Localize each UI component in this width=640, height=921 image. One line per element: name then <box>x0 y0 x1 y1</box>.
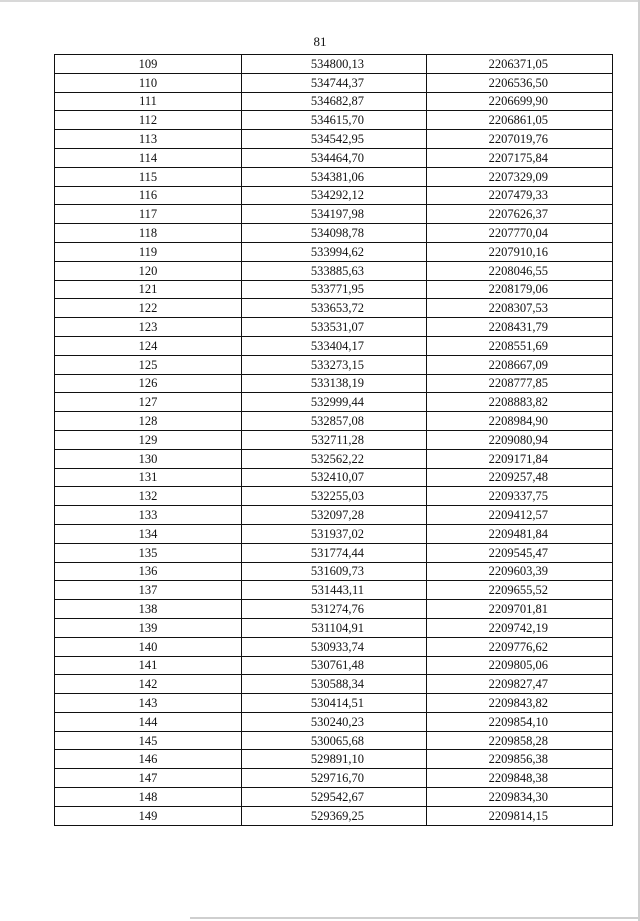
x-coordinate-cell: 531443,11 <box>242 581 427 600</box>
point-number-cell: 136 <box>55 562 242 581</box>
point-number-cell: 110 <box>55 73 242 92</box>
table-row <box>55 581 613 600</box>
x-coordinate-cell: 531104,91 <box>242 618 427 637</box>
x-coordinate-cell: 534615,70 <box>242 111 427 130</box>
y-coordinate-cell: 2208046,55 <box>427 261 613 280</box>
x-coordinate-cell: 532857,08 <box>242 412 427 431</box>
point-number-cell: 147 <box>55 769 242 788</box>
x-coordinate-cell: 531609,73 <box>242 562 427 581</box>
y-coordinate-cell: 2209827,47 <box>427 675 613 694</box>
y-coordinate-cell: 2209171,84 <box>427 449 613 468</box>
x-coordinate-cell: 532410,07 <box>242 468 427 487</box>
point-number-cell: 149 <box>55 806 242 825</box>
y-coordinate-cell: 2209805,06 <box>427 656 613 675</box>
table-row <box>55 205 613 224</box>
table-row <box>55 788 613 807</box>
x-coordinate-cell: 532711,28 <box>242 430 427 449</box>
table-row <box>55 130 613 149</box>
y-coordinate-cell: 2209858,28 <box>427 731 613 750</box>
table-row <box>55 731 613 750</box>
x-coordinate-cell: 532255,03 <box>242 487 427 506</box>
table-row <box>55 524 613 543</box>
table-row <box>55 637 613 656</box>
y-coordinate-cell: 2208431,79 <box>427 318 613 337</box>
table-row <box>55 261 613 280</box>
x-coordinate-cell: 531774,44 <box>242 543 427 562</box>
x-coordinate-cell: 533771,95 <box>242 280 427 299</box>
point-number-cell: 124 <box>55 336 242 355</box>
x-coordinate-cell: 529891,10 <box>242 750 427 769</box>
y-coordinate-cell: 2209603,39 <box>427 562 613 581</box>
x-coordinate-cell: 533885,63 <box>242 261 427 280</box>
y-coordinate-cell: 2209337,75 <box>427 487 613 506</box>
table-row <box>55 694 613 713</box>
table-row <box>55 336 613 355</box>
x-coordinate-cell: 534744,37 <box>242 73 427 92</box>
y-coordinate-cell: 2206371,05 <box>427 55 613 74</box>
y-coordinate-cell: 2208667,09 <box>427 355 613 374</box>
table-row <box>55 618 613 637</box>
y-coordinate-cell: 2209545,47 <box>427 543 613 562</box>
point-number-cell: 135 <box>55 543 242 562</box>
point-number-cell: 141 <box>55 656 242 675</box>
point-number-cell: 133 <box>55 506 242 525</box>
table-row <box>55 186 613 205</box>
point-number-cell: 120 <box>55 261 242 280</box>
y-coordinate-cell: 2208777,85 <box>427 374 613 393</box>
table-row <box>55 393 613 412</box>
x-coordinate-cell: 533273,15 <box>242 355 427 374</box>
point-number-cell: 114 <box>55 148 242 167</box>
table-row <box>55 543 613 562</box>
table-row <box>55 806 613 825</box>
table-row <box>55 299 613 318</box>
table-row <box>55 675 613 694</box>
table-row <box>55 449 613 468</box>
x-coordinate-cell: 534800,13 <box>242 55 427 74</box>
x-coordinate-cell: 530414,51 <box>242 694 427 713</box>
point-number-cell: 111 <box>55 92 242 111</box>
x-coordinate-cell: 534542,95 <box>242 130 427 149</box>
table-row <box>55 656 613 675</box>
x-coordinate-cell: 530933,74 <box>242 637 427 656</box>
table-row <box>55 242 613 261</box>
x-coordinate-cell: 534098,78 <box>242 224 427 243</box>
table-row <box>55 506 613 525</box>
table-row <box>55 374 613 393</box>
table-row <box>55 769 613 788</box>
point-number-cell: 109 <box>55 55 242 74</box>
y-coordinate-cell: 2207626,37 <box>427 205 613 224</box>
y-coordinate-cell: 2207479,33 <box>427 186 613 205</box>
point-number-cell: 121 <box>55 280 242 299</box>
y-coordinate-cell: 2209701,81 <box>427 600 613 619</box>
coordinates-table <box>54 54 613 826</box>
y-coordinate-cell: 2208551,69 <box>427 336 613 355</box>
table-row <box>55 167 613 186</box>
point-number-cell: 112 <box>55 111 242 130</box>
x-coordinate-cell: 529716,70 <box>242 769 427 788</box>
x-coordinate-cell: 534381,06 <box>242 167 427 186</box>
y-coordinate-cell: 2209843,82 <box>427 694 613 713</box>
y-coordinate-cell: 2207329,09 <box>427 167 613 186</box>
x-coordinate-cell: 534292,12 <box>242 186 427 205</box>
table-row <box>55 430 613 449</box>
point-number-cell: 144 <box>55 712 242 731</box>
table-row <box>55 73 613 92</box>
point-number-cell: 139 <box>55 618 242 637</box>
table-row <box>55 750 613 769</box>
y-coordinate-cell: 2206536,50 <box>427 73 613 92</box>
y-coordinate-cell: 2209814,15 <box>427 806 613 825</box>
y-coordinate-cell: 2207910,16 <box>427 242 613 261</box>
y-coordinate-cell: 2209854,10 <box>427 712 613 731</box>
point-number-cell: 116 <box>55 186 242 205</box>
point-number-cell: 145 <box>55 731 242 750</box>
x-coordinate-cell: 533994,62 <box>242 242 427 261</box>
point-number-cell: 126 <box>55 374 242 393</box>
point-number-cell: 130 <box>55 449 242 468</box>
y-coordinate-cell: 2209834,30 <box>427 788 613 807</box>
y-coordinate-cell: 2206699,90 <box>427 92 613 111</box>
point-number-cell: 115 <box>55 167 242 186</box>
y-coordinate-cell: 2208984,90 <box>427 412 613 431</box>
x-coordinate-cell: 532562,22 <box>242 449 427 468</box>
table-row <box>55 468 613 487</box>
table-row <box>55 148 613 167</box>
x-coordinate-cell: 533404,17 <box>242 336 427 355</box>
table-row <box>55 55 613 74</box>
x-coordinate-cell: 531274,76 <box>242 600 427 619</box>
point-number-cell: 138 <box>55 600 242 619</box>
point-number-cell: 123 <box>55 318 242 337</box>
x-coordinate-cell: 531937,02 <box>242 524 427 543</box>
x-coordinate-cell: 533531,07 <box>242 318 427 337</box>
point-number-cell: 122 <box>55 299 242 318</box>
y-coordinate-cell: 2209080,94 <box>427 430 613 449</box>
x-coordinate-cell: 534682,87 <box>242 92 427 111</box>
y-coordinate-cell: 2207770,04 <box>427 224 613 243</box>
x-coordinate-cell: 529542,67 <box>242 788 427 807</box>
y-coordinate-cell: 2209742,19 <box>427 618 613 637</box>
x-coordinate-cell: 529369,25 <box>242 806 427 825</box>
table-row <box>55 92 613 111</box>
y-coordinate-cell: 2209776,62 <box>427 637 613 656</box>
point-number-cell: 142 <box>55 675 242 694</box>
point-number-cell: 125 <box>55 355 242 374</box>
point-number-cell: 140 <box>55 637 242 656</box>
y-coordinate-cell: 2209856,38 <box>427 750 613 769</box>
table-row <box>55 224 613 243</box>
y-coordinate-cell: 2207019,76 <box>427 130 613 149</box>
point-number-cell: 113 <box>55 130 242 149</box>
table-row <box>55 562 613 581</box>
x-coordinate-cell: 530588,34 <box>242 675 427 694</box>
point-number-cell: 117 <box>55 205 242 224</box>
point-number-cell: 143 <box>55 694 242 713</box>
table-row <box>55 412 613 431</box>
point-number-cell: 128 <box>55 412 242 431</box>
x-coordinate-cell: 534464,70 <box>242 148 427 167</box>
table-row <box>55 318 613 337</box>
y-coordinate-cell: 2209848,38 <box>427 769 613 788</box>
x-coordinate-cell: 530240,23 <box>242 712 427 731</box>
point-number-cell: 119 <box>55 242 242 261</box>
table-row <box>55 600 613 619</box>
y-coordinate-cell: 2209481,84 <box>427 524 613 543</box>
y-coordinate-cell: 2208179,06 <box>427 280 613 299</box>
y-coordinate-cell: 2209655,52 <box>427 581 613 600</box>
point-number-cell: 129 <box>55 430 242 449</box>
x-coordinate-cell: 530065,68 <box>242 731 427 750</box>
point-number-cell: 134 <box>55 524 242 543</box>
table-row <box>55 280 613 299</box>
page-number: 81 <box>313 34 327 49</box>
x-coordinate-cell: 533653,72 <box>242 299 427 318</box>
x-coordinate-cell: 532999,44 <box>242 393 427 412</box>
point-number-cell: 131 <box>55 468 242 487</box>
table-row <box>55 487 613 506</box>
point-number-cell: 137 <box>55 581 242 600</box>
x-coordinate-cell: 533138,19 <box>242 374 427 393</box>
point-number-cell: 146 <box>55 750 242 769</box>
y-coordinate-cell: 2209412,57 <box>427 506 613 525</box>
x-coordinate-cell: 534197,98 <box>242 205 427 224</box>
y-coordinate-cell: 2209257,48 <box>427 468 613 487</box>
point-number-cell: 127 <box>55 393 242 412</box>
y-coordinate-cell: 2208307,53 <box>427 299 613 318</box>
x-coordinate-cell: 530761,48 <box>242 656 427 675</box>
x-coordinate-cell: 532097,28 <box>242 506 427 525</box>
table-row <box>55 712 613 731</box>
point-number-cell: 148 <box>55 788 242 807</box>
coordinates-table-body <box>55 55 613 826</box>
y-coordinate-cell: 2206861,05 <box>427 111 613 130</box>
table-row <box>55 355 613 374</box>
point-number-cell: 118 <box>55 224 242 243</box>
y-coordinate-cell: 2207175,84 <box>427 148 613 167</box>
table-row <box>55 111 613 130</box>
point-number-cell: 132 <box>55 487 242 506</box>
y-coordinate-cell: 2208883,82 <box>427 393 613 412</box>
